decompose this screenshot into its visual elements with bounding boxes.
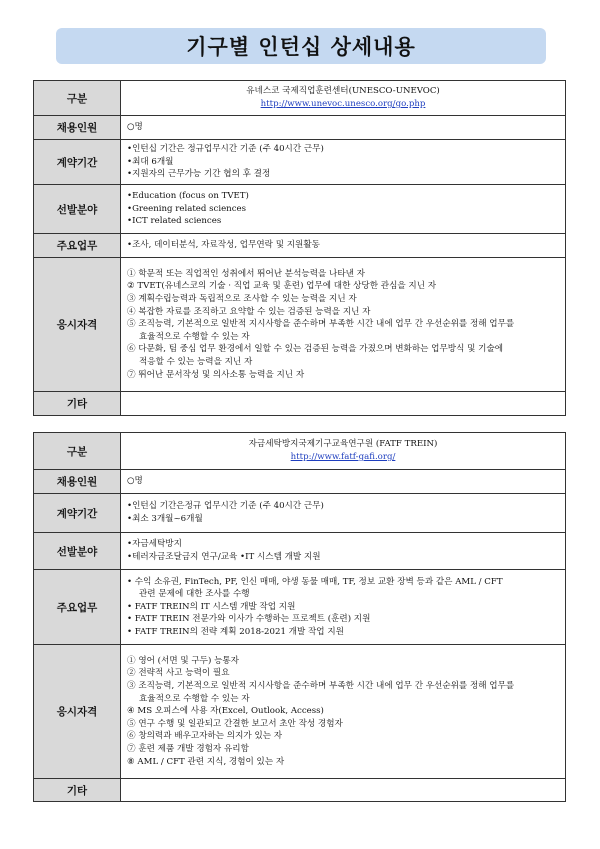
row-label: 선발분야 (34, 533, 121, 570)
org-cell (121, 433, 566, 470)
table-row (34, 779, 566, 802)
list-item: ④ 복잡한 자료를 조직하고 요약할 수 있는 검증된 능력을 지닌 자 (127, 306, 371, 317)
list-item: •Greening related sciences (127, 203, 247, 214)
internship-table-unesco (33, 80, 566, 416)
list-item: ① 학문적 또는 직업적인 성취에서 뛰어난 분석능력을 나타낸 자 (127, 268, 365, 279)
main-duties-cell (121, 570, 566, 645)
table-row (34, 533, 566, 570)
table-row (34, 185, 566, 234)
row-label: 주요업무 (34, 234, 121, 258)
list-item: • FATF TREIN의 IT 시스템 개발 작업 지원 (127, 601, 296, 612)
title-banner (56, 28, 546, 64)
table-row (34, 81, 566, 116)
table-row (34, 116, 566, 140)
headcount-value: ○명 (121, 116, 566, 140)
row-label: 응시자격 (34, 645, 121, 779)
org-cell (121, 81, 566, 116)
list-item: •최대 6개월 (127, 156, 174, 167)
list-item: •자금세탁방지 (127, 539, 182, 550)
list-item: •인턴십 기간은 정규업무시간 기준 (주 40시간 근무) (127, 144, 324, 155)
contract-period-cell (121, 494, 566, 533)
org-name: 유네스코 국제직업훈련센터(UNESCO-UNEVOC) (246, 86, 440, 97)
table-row (34, 494, 566, 533)
table-row (34, 258, 566, 392)
list-item: ⑥ 다문화, 팀 중심 업무 환경에서 일할 수 있는 검증된 능력을 가졌으며 변화하는 업무방식 및 기술에 (127, 344, 504, 355)
list-item: ⑦ 뛰어난 문서작성 및 의사소통 능력을 지닌 자 (127, 369, 305, 380)
org-name: 자금세탁방지국제기구교육연구원 (FATF TREIN) (248, 439, 438, 450)
list-item: ⑤ 연구 수행 및 일관되고 간결한 보고서 초안 작성 경험자 (127, 718, 343, 729)
row-label: 채용인원 (34, 470, 121, 494)
list-item: 적응할 수 있는 능력을 지닌 자 (139, 356, 253, 367)
page-title: 기구별 인턴십 상세내용 (186, 35, 416, 59)
row-label: 구분 (34, 81, 121, 116)
row-label: 기타 (34, 392, 121, 416)
row-label: 주요업무 (34, 570, 121, 645)
list-item: 관련 문제에 대한 조사를 수행 (139, 589, 250, 600)
org-link[interactable]: http://www.fatf-gafi.org/ (290, 452, 396, 462)
list-item: • FATF TREIN의 전략 계획 2018-2021 개발 작업 지원 (127, 626, 344, 637)
list-item: ① 영어 (서면 및 구두) 능통자 (127, 655, 239, 666)
other-value (121, 779, 566, 802)
list-item: ⑧ AML / CFT 관련 지식, 경험이 있는 자 (127, 756, 285, 767)
list-item: 효율적으로 수행할 수 있는 자 (139, 693, 250, 704)
row-label: 채용인원 (34, 116, 121, 140)
table-row (34, 140, 566, 185)
selection-field-cell (121, 533, 566, 570)
list-item: ④ MS 오피스에 사용 자(Excel, Outlook, Access) (127, 706, 324, 717)
contract-period-cell (121, 140, 566, 185)
row-label: 구분 (34, 433, 121, 470)
row-label: 계약기간 (34, 494, 121, 533)
list-item: ⑥ 창의력과 배우고자하는 의지가 있는 자 (127, 731, 283, 742)
qualifications-cell (121, 258, 566, 392)
table-row (34, 645, 566, 779)
list-item: •ICT related sciences (127, 216, 222, 227)
list-item: • 수익 소유권, FinTech, PF, 인신 매매, 야생 동물 매매, TF, 정보 교환 장벽 등과 같은 AML / CFT (127, 576, 503, 587)
headcount-value: ○명 (121, 470, 566, 494)
list-item: •최소 3개월~6개월 (127, 514, 203, 524)
row-label: 선발분야 (34, 185, 121, 234)
row-label: 기타 (34, 779, 121, 802)
table-row (34, 433, 566, 470)
list-item: •지원자의 근무가능 기간 협의 후 결정 (127, 169, 271, 180)
list-item: ② 전략적 사고 능력이 필요 (127, 668, 230, 679)
list-item: •인턴십 기간은정규 업무시간 기준 (주 40시간 근무) (127, 501, 324, 512)
row-label: 응시자격 (34, 258, 121, 392)
list-item: ② TVET(유네스코의 기술 · 직업 교육 및 훈련) 업무에 대한 상당한 관심을 지닌 자 (127, 281, 437, 292)
table-row (34, 392, 566, 416)
list-item: ③ 계획수립능력과 독립적으로 조사할 수 있는 능력을 지닌 자 (127, 294, 357, 305)
list-item: ⑤ 조직능력, 기본적으로 일반적 지시사항을 준수하며 부족한 시간 내에 업무 간 우선순위를 정해 업무를 (127, 319, 515, 330)
list-item: •조사, 데이터분석, 자료작성, 업무연락 및 지원활동 (127, 240, 320, 251)
list-item: ③ 조직능력, 기본적으로 일반적 지시사항을 준수하며 부족한 시간 내에 업무 간 우선순위를 정해 업무를 (127, 681, 515, 692)
list-item: 효율적으로 수행할 수 있는 자 (139, 331, 250, 342)
list-item: • FATF TREIN 전문가와 이사가 수행하는 프로젝트 (훈련) 지원 (127, 614, 371, 625)
qualifications-cell (121, 645, 566, 779)
list-item: ⑦ 훈련 제품 개발 경험자 유리함 (127, 743, 249, 754)
other-value (121, 392, 566, 416)
org-link[interactable]: http://www.unevoc.unesco.org/go.php (260, 99, 426, 109)
internship-table-fatf (33, 432, 566, 802)
row-label: 계약기간 (34, 140, 121, 185)
table-row (34, 470, 566, 494)
table-row (34, 570, 566, 645)
selection-field-cell (121, 185, 566, 234)
main-duties-cell (121, 234, 566, 258)
list-item: •테러자금조달금지 연구/교육 •IT 시스템 개발 지원 (127, 552, 321, 562)
list-item: •Education (focus on TVET) (127, 191, 249, 202)
table-row (34, 234, 566, 258)
